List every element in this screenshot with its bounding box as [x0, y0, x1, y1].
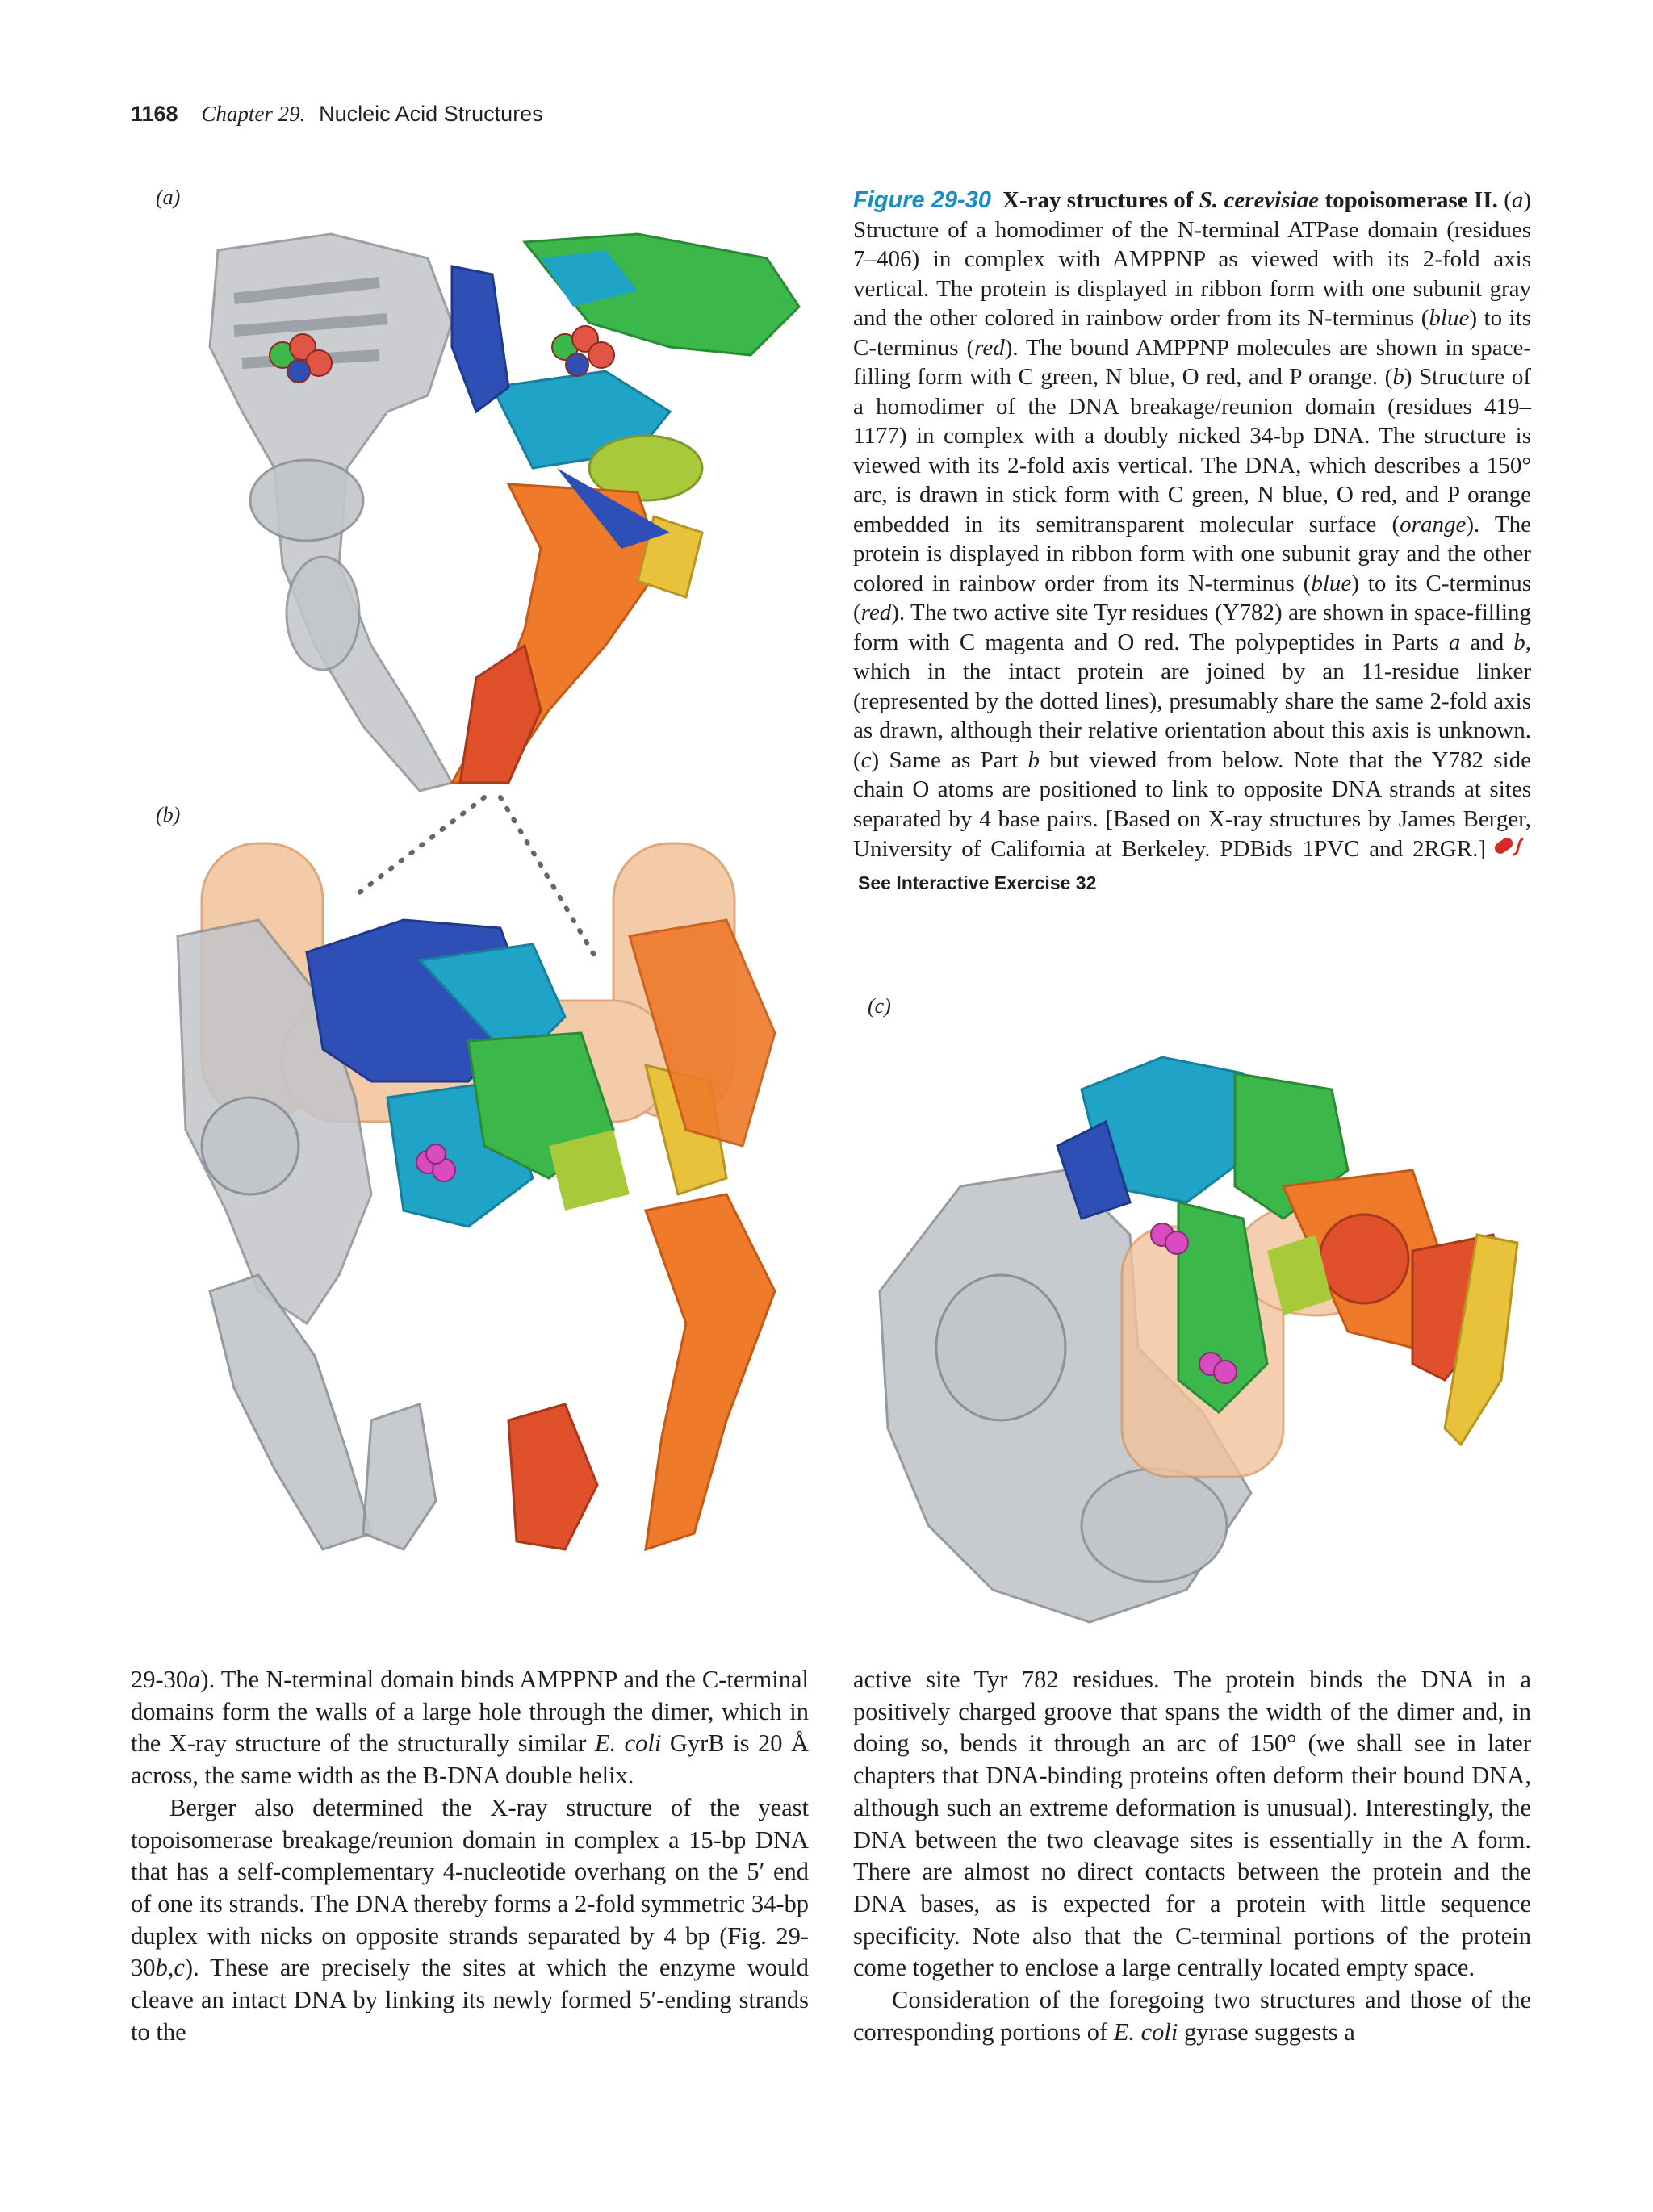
- rainbow-subunit-a: [452, 234, 799, 783]
- left-paragraph-2: Berger also determined the X-ray structure of the yeast topoisomerase breakage/reunion domain in complex a 15-bp DNA that has a self-complementary 4-nucleotide overhang on the 5′ end of one its strands. The DNA thereby forms a 2-fold symmetric 34-bp duplex with nicks on opposite strands separated by 4 bp (Fig. 29-30b,c). These are precisely the sites at which the enzyme would cleave an intact DNA by linking its newly formed 5′-ending strands to the: [131, 1793, 809, 2046]
- figure-number: Figure 29-30: [853, 187, 991, 213]
- figure-a-atpase-dimer: [186, 226, 831, 807]
- figure-caption: Figure 29-30 X-ray structures of S. cerevisiae topoisomerase II. (a) Structure of a homodimer of the N-terminal ATPase domain (residues 7–406) in complex with AMPPNP as viewed with its 2-fold axis vertical. The protein is displayed in ribbon form with one subunit gray and the other colored in rainbow order from its N-terminus (blue) to its C-terminus (red). The bound AMPPNP molecules are shown in space-filling form with C green, N blue, O red, and P orange. (b) Structure of a homodimer of the DNA breakage/reunion domain (residues 419–1177) in complex with a doubly nicked 34-bp DNA. The structure is viewed with its 2-fold axis vertical. The DNA, which describes a 150° arc, is drawn in stick form with C green, N blue, O red, and P orange embedded in its semitransparent molecular surface (orange). The protein is displayed in ribbon form with one subunit gray and the other colored in rainbow order from its N-terminus (blue) to its C-terminus (red). The two active site Tyr residues (Y782) are shown in space-filling form with C magenta and O red. The polypeptides in Parts a and b, which in the intact protein are joined by an 11-residue linker (represented by the dotted lines), presumably share the same 2-fold axis as drawn, although their relative orientation about this axis is unknown. (c) Same as Part b but viewed from below. Note that the Y782 side chain O atoms are positioned to link to opposite DNA strands at sites separated by 4 base pairs. [Based on X-ray structures by James Berger, University of California at Berkeley. PDBids 1PVC and 2RGR.]See Interactive Exercise 32: [853, 187, 1532, 893]
- chapter-label: Chapter 29.: [201, 102, 306, 126]
- right-paragraph-1: active site Tyr 782 residues. The protein binds the DNA in a positively charged groove that spans the width of the dimer and, in doing so, bends it through an arc of 150° (we shall see in later chapters that DNA-binding proteins often deform their bound DNA, although such an extreme deformation is unusual). Interestingly, the DNA between the two cleavage sites is essentially in the A form. There are almost no direct contacts between the protein and the DNA bases, as is expected for a protein with little sequence specificity. Note also that the C-terminal portions of the protein come together to enclose a large centrally located empty space.: [853, 1666, 1531, 1982]
- body-right-column: [853, 1664, 1531, 2048]
- gray-subunit-a: [210, 234, 452, 791]
- chapter-title: Nucleic Acid Structures: [319, 102, 543, 126]
- panel-c-label: (c): [868, 994, 891, 1018]
- panel-a-label: (a): [156, 186, 181, 209]
- figure-c-bottom-view: [864, 1041, 1534, 1630]
- running-header: [131, 102, 543, 127]
- right-paragraph-2: Consideration of the foregoing two structures and those of the corresponding portions of E. coli gyrase suggests a: [853, 1986, 1531, 2046]
- interactive-exercise-icon: [1492, 834, 1528, 868]
- panel-b-label: (b): [156, 803, 181, 826]
- body-left-column: [131, 1664, 809, 2048]
- figure-b-breakage-reunion: [161, 839, 856, 1606]
- interactive-exercise-link[interactable]: See Interactive Exercise 32: [858, 872, 1097, 893]
- amppnp-right: [552, 326, 614, 376]
- caption-title: X-ray structures of S. cerevisiae topoisomerase II.: [1002, 187, 1498, 213]
- left-paragraph-1: 29-30a). The N-terminal domain binds AMPPNP and the C-terminal domains form the walls of a large hole through the dimer, which in the X-ray structure of the structurally similar E. coli GyrB is 20 Å across, the same width as the B-DNA double helix.: [131, 1666, 809, 1790]
- page-number: 1168: [131, 102, 178, 126]
